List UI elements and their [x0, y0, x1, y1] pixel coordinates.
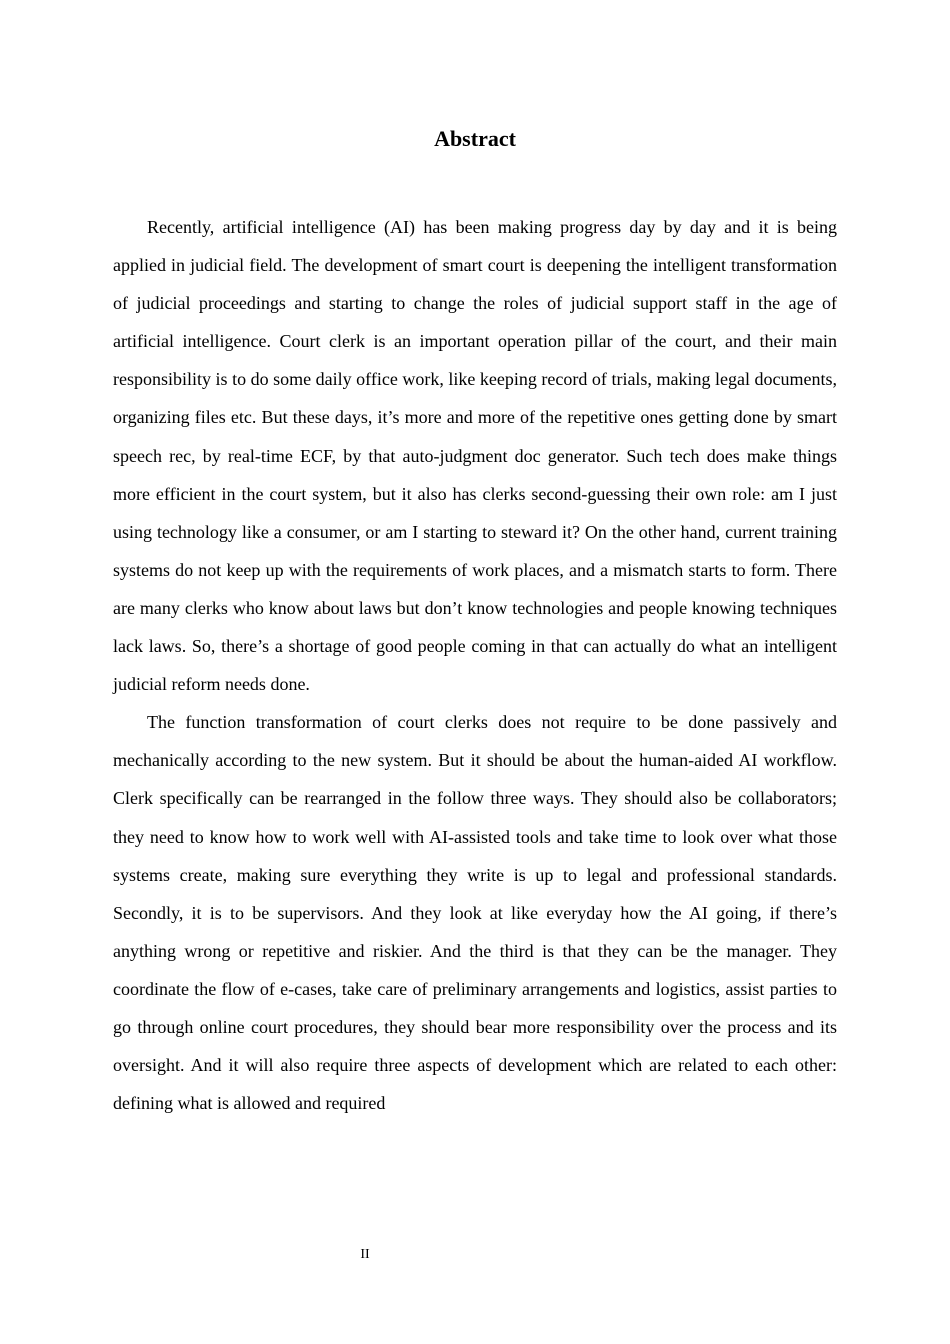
abstract-body: [113, 208, 837, 1122]
paragraph-1: Recently, artificial intelligence (AI) has been making progress day by day and it is being applied in judicial field. The development of smart court is deepening the intelligent transformation of judicial proceedings and starting to change the roles of judicial support staff in the age of artificial intelligence. Court clerk is an important operation pillar of the court, and their main responsibility is to do some daily office work, like keeping record of trials, making legal documents, organizing files etc. But these days, it’s more and more of the repetitive ones getting done by smart speech rec, by real-time ECF, by that auto-judgment doc generator. Such tech does make things more efficient in the court system, but it also has clerks second-guessing their own role: am I just using technology like a consumer, or am I starting to steward it? On the other hand, current training systems do not keep up with the requirements of work places, and a mismatch starts to form. There are many clerks who know about laws but don’t know technologies and people knowing techniques lack laws. So, there’s a shortage of good people coming in that can actually do what an intelligent judicial reform needs done.: [113, 217, 837, 695]
paragraph-2: The function transformation of court clerks does not require to be done passively and mechanically according to the new system. But it should be about the human-aided AI workflow. Clerk specifically can be rearranged in the follow three ways. They should also be collaborators; they need to know how to work well with AI-assisted tools and take time to look over what those systems create, making sure everything they write is up to legal and professional standards. Secondly, it is to be supervisors. And they look at like everyday how the AI going, if there’s anything wrong or repetitive and riskier. And the third is that they can be the manager. They coordinate the flow of e-cases, take care of preliminary arrangements and logistics, assist parties to go through online court procedures, they should bear more responsibility over the process and its oversight. And it will also require three aspects of development which are related to each other: defining what is allowed and required: [113, 712, 837, 1114]
page-title: Abstract: [434, 126, 516, 151]
page-number: II: [360, 1247, 370, 1262]
